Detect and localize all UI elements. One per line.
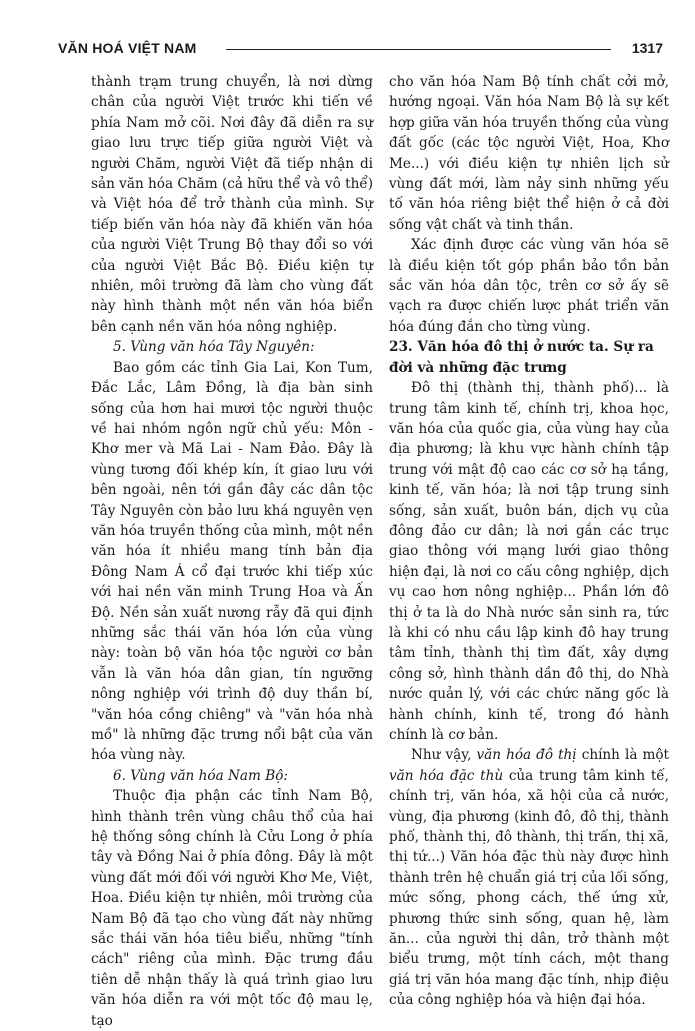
paragraph: Bao gồm các tỉnh Gia Lai, Kon Tum, Đắc Lắc, Lâm Đồng, là địa bàn sinh sống của hơn hai mươi tộc người thuộc về hai nhóm ngôn ngữ chủ yếu: Môn - Khơ mer và Mã Lai - Nam Đảo. Đây là vùng tương đối khép kín, ít giao lưu với bên ngoài, nên tới gần đây các dân tộc Tây Nguyên còn bảo lưu khá nguyên vẹn văn hóa truyền thống của mình, một nền văn hóa ít nhiều mang tính bản địa Đông Nam Á cổ đại trước khi tiếp xúc với hai nền văn minh Trung Hoa và Ấn Độ. Nền sản xuất nương rẫy đã qui định những sắc thái văn hóa lớn của vùng này: toàn bộ văn hóa tộc người cơ bản vẫn là văn hóa dân gian, tín ngưỡng nông nghiệp với trình độ duy thần bí, "văn hóa cồng chiêng" và "văn hóa nhà mồ" là những đặc trưng nổi bật của văn hóa vùng này. bbox=[91, 359, 373, 764]
text-run: chính là một bbox=[576, 747, 670, 764]
running-title: VĂN HOÁ VIỆT NAM bbox=[58, 40, 197, 56]
right-column bbox=[389, 72, 669, 1011]
paragraph: thành trạm trung chuyển, là nơi dừng chân của người Việt trước khi tiến về phía Nam mở cõi. Nơi đây đã diễn ra sự giao lưu trực tiếp giữa người Việt và người Chăm, người Việt đã tiếp nhận di sản văn hóa Chăm (cả hữu thể và vô thể) và Việt hóa để trở thành của mình. Sự tiếp biến văn hóa này đã khiến văn hóa của người Việt Trung Bộ thay đổi so với của người Việt Bắc Bộ. Điều kiện tự nhiên, môi trường đã làm cho vùng đất này hình thành một nền văn hóa biển bên cạnh nền văn hóa nông nghiệp. bbox=[91, 74, 373, 335]
text-run: của trung tâm kinh tế, chính trị, văn hóa, xã hội của cả nước, vùng, địa phương (kinh đô, đô thị, thành phố, thành thị, đô thành, thị trấn, thị xã, thị tứ...) Văn hóa đặc thù này được hình thành trên hệ chuẩn giá trị của lối sống, mức sống, phong cách, thế ứng xử, phương thức sinh sống, quan hệ, làm ăn... của người thị dân, trở thành một biểu trưng, một tính cách, một thang giá trị văn hóa mang đặc tính, nhịp điệu của công nghiệp hóa và hiện đại hóa. bbox=[389, 767, 669, 1009]
section-heading: 23. Văn hóa đô thị ở nước ta. Sự ra đời và những đặc trưng bbox=[389, 339, 654, 376]
paragraph: Xác định được các vùng văn hóa sẽ là điều kiện tốt góp phần bảo tồn bản sắc văn hóa dân tộc, trên cơ sở ấy sẽ vạch ra được chiến lược phát triển văn hóa đúng đắn cho từng vùng. bbox=[389, 237, 669, 335]
paragraph: Đô thị (thành thị, thành phố)... là trung tâm kinh tế, chính trị, khoa học, văn hóa của quốc gia, của vùng hay của địa phương; là khu vực hành chính tập trung với mật độ cao các cơ sở hạ tầng, kinh tế, văn hóa; là nơi tập trung sinh sống, sản xuất, buôn bán, dịch vụ của đông đảo cư dân; là nơi gắn các trục giao thông với mạng lưới giao thông hiện đại, là nơi co cấu công nghiệp, dịch vụ cao hơn nông nghiệp... Phần lớn đô thị ở ta là do Nhà nước sản sinh ra, tức là khi có nhu cầu lập kinh đô hay trung tâm tỉnh, thành thị tìm đất, xây dựng công sở, hình thành dần đô thị, do Nhà nước quản lý, với các chức năng gốc là hành chính, kinh tế, trong đó hành chính là cơ bản. bbox=[389, 380, 669, 743]
paragraph: cho văn hóa Nam Bộ tính chất cởi mở, hướng ngoại. Văn hóa Nam Bộ là sự kết hợp giữa văn hóa truyền thống của vùng đất gốc (các tộc người Việt, Hoa, Khơ Me...) với điều kiện tự nhiên lịch sử vùng đất mới, làm nảy sinh những yếu tố văn hóa riêng biệt thể hiện ở cả đời sống vật chất và tinh thần. bbox=[389, 74, 669, 233]
left-column bbox=[91, 72, 373, 1031]
running-header bbox=[58, 38, 663, 60]
header-rule bbox=[226, 49, 611, 50]
paragraph bbox=[389, 745, 669, 1010]
paragraph: Thuộc địa phận các tỉnh Nam Bộ, hình thành trên vùng châu thổ của hai hệ thống sông chính là Cửu Long ở phía tây và Đồng Nai ở phía đông. Đây là một vùng đất mới đối với người Khơ Me, Việt, Hoa. Điều kiện tự nhiên, môi trường của Nam Bộ đã tạo cho vùng đất này những sắc thái văn hóa tiêu biểu, những "tính cách" riêng của mình. Đặc trưng đầu tiên dễ nhận thấy là quá trình giao lưu văn hóa diễn ra với một tốc độ mau lẹ, tạo bbox=[91, 788, 373, 1029]
page-number: 1317 bbox=[631, 40, 663, 56]
emphasis-term: văn hóa đô thị bbox=[476, 747, 577, 764]
subheading-tay-nguyen: 5. Vùng văn hóa Tây Nguyên: bbox=[113, 339, 315, 356]
emphasis-term: văn hóa đặc thù bbox=[389, 767, 504, 784]
text-run: Như vậy, bbox=[411, 747, 477, 764]
subheading-nam-bo: 6. Vùng văn hóa Nam Bộ: bbox=[113, 767, 288, 784]
